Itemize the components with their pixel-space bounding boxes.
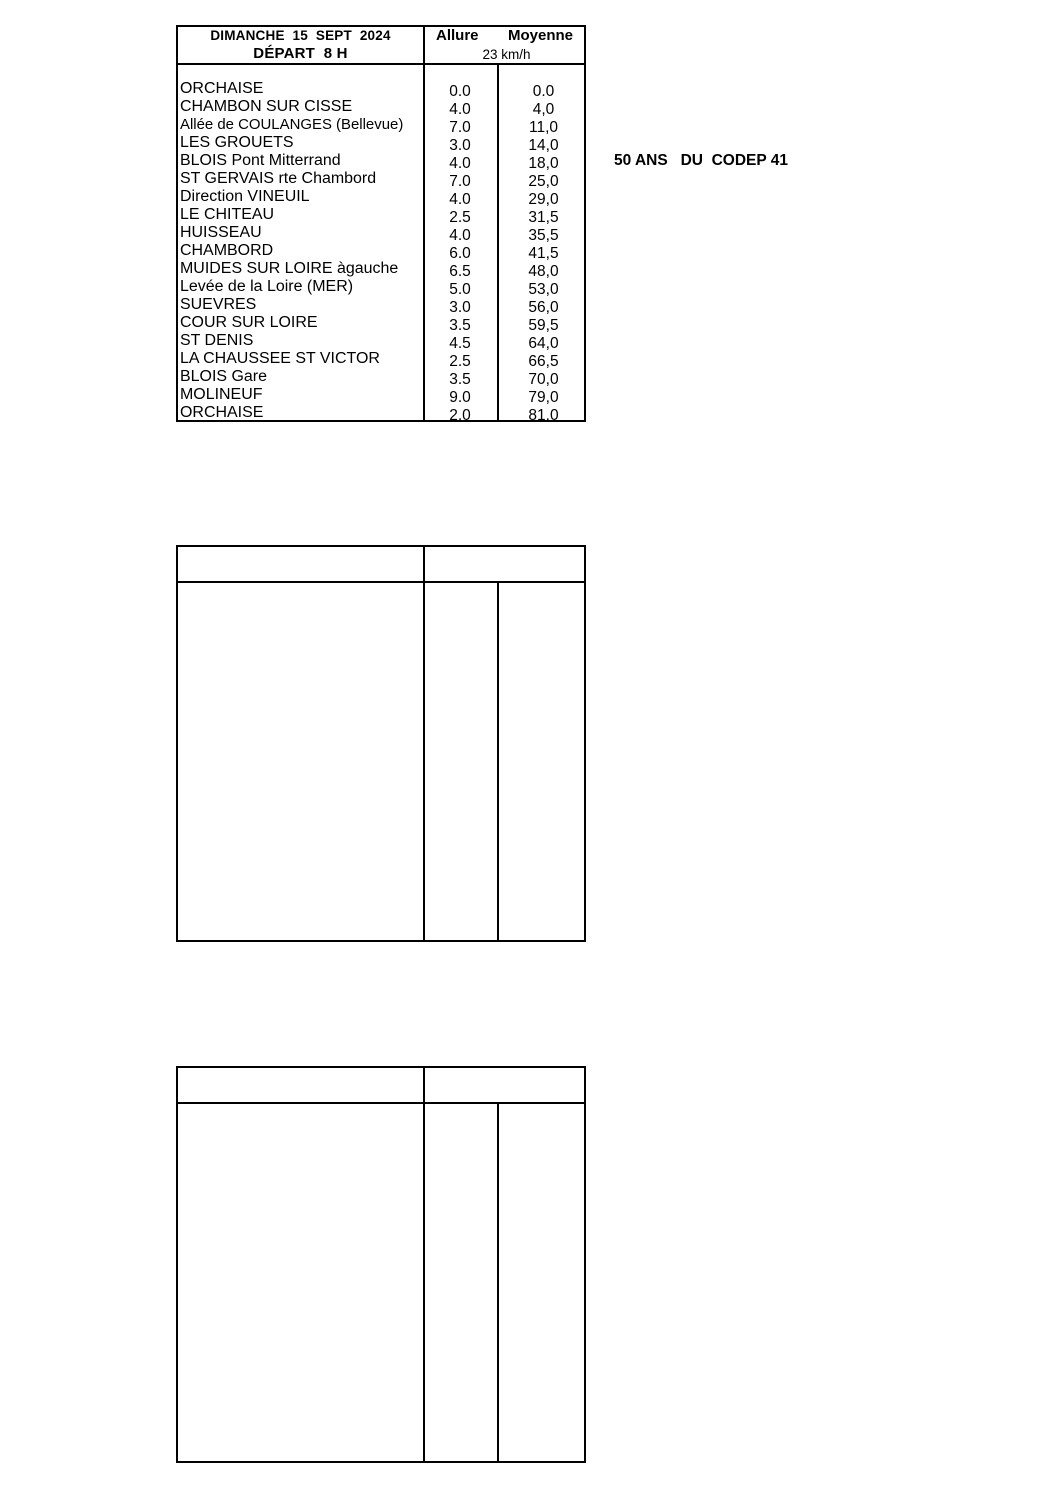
place-name: CHAMBON SUR CISSE — [180, 98, 353, 115]
table-row — [178, 314, 588, 332]
table-row — [178, 278, 588, 296]
place-name: ST GERVAIS rte Chambord — [180, 170, 377, 187]
moyenne-value: 31,5 — [528, 209, 559, 226]
moyenne-value: 29,0 — [528, 191, 559, 208]
anniversary-note: 50 ANS DU CODEP 41 — [614, 152, 789, 169]
place-name: ORCHAISE — [180, 404, 264, 421]
allure-value: 4.0 — [449, 155, 471, 172]
table-row — [178, 260, 588, 278]
itinerary-rows — [178, 80, 588, 422]
moyenne-value: 64,0 — [528, 335, 559, 352]
place-name: COUR SUR LOIRE — [180, 314, 318, 331]
allure-value: 4.5 — [449, 335, 471, 352]
place-name: SUEVRES — [180, 296, 257, 313]
header-divider — [178, 1102, 584, 1104]
place-name: MOLINEUF — [180, 386, 263, 403]
allure-value: 2.5 — [449, 209, 471, 226]
moyenne-value: 4,0 — [532, 101, 555, 118]
moyenne-value: 18,0 — [528, 155, 559, 172]
column-divider — [497, 1104, 499, 1461]
table-row — [178, 152, 588, 170]
allure-value: 2.0 — [449, 407, 471, 424]
place-name: ST DENIS — [180, 332, 254, 349]
moyenne-value: 25,0 — [528, 173, 559, 190]
moyenne-value: 79,0 — [528, 389, 559, 406]
allure-value: 3.0 — [449, 299, 471, 316]
table-row — [178, 404, 588, 422]
allure-value: 0.0 — [449, 83, 471, 100]
moyenne-value: 35,5 — [528, 227, 559, 244]
moyenne-value: 0.0 — [532, 83, 555, 100]
itinerary-table — [176, 25, 586, 422]
place-name: LES GROUETS — [180, 134, 294, 151]
allure-value: 7.0 — [449, 119, 471, 136]
depart-line: DÉPART 8 H — [253, 45, 348, 62]
allure-value: 3.5 — [449, 317, 471, 334]
table-row — [178, 386, 588, 404]
empty-table — [176, 1066, 586, 1463]
speed-label: 23 km/h — [482, 47, 531, 62]
column-divider — [497, 583, 499, 940]
allure-value: 2.5 — [449, 353, 471, 370]
table-row — [178, 80, 588, 98]
header-divider — [178, 63, 584, 65]
table-row — [178, 188, 588, 206]
allure-value: 4.0 — [449, 191, 471, 208]
table-row — [178, 368, 588, 386]
table-row — [178, 116, 588, 134]
allure-value: 6.5 — [449, 263, 471, 280]
table-row — [178, 206, 588, 224]
place-name: MUIDES SUR LOIRE àgauche — [180, 260, 399, 277]
allure-value: 9.0 — [449, 389, 471, 406]
place-name: HUISSEAU — [180, 224, 262, 241]
table-row — [178, 242, 588, 260]
allure-value: 4.0 — [449, 227, 471, 244]
moyenne-value: 11,0 — [528, 119, 559, 136]
allure-header: Allure — [436, 27, 479, 44]
moyenne-value: 66,5 — [528, 353, 559, 370]
moyenne-value: 59,5 — [528, 317, 559, 334]
allure-value: 4.0 — [449, 101, 471, 118]
allure-value: 7.0 — [449, 173, 471, 190]
place-name: CHAMBORD — [180, 242, 274, 259]
moyenne-value: 14,0 — [528, 137, 559, 154]
empty-table — [176, 545, 586, 942]
place-name: LA CHAUSSEE ST VICTOR — [180, 350, 380, 367]
place-name: Levée de la Loire (MER) — [180, 278, 354, 295]
table-row — [178, 170, 588, 188]
place-name: Direction VINEUIL — [180, 188, 310, 205]
moyenne-header: Moyenne — [508, 27, 574, 44]
column-divider — [423, 1068, 425, 1461]
allure-value: 5.0 — [449, 281, 471, 298]
place-name: BLOIS Gare — [180, 368, 267, 385]
allure-value: 3.5 — [449, 371, 471, 388]
place-name: LE CHITEAU — [180, 206, 275, 223]
table-row — [178, 224, 588, 242]
table-row — [178, 134, 588, 152]
moyenne-value: 48,0 — [528, 263, 559, 280]
moyenne-value: 81,0 — [528, 407, 559, 424]
allure-value: 3.0 — [449, 137, 471, 154]
place-name: BLOIS Pont Mitterrand — [180, 152, 341, 169]
date-line: DIMANCHE 15 SEPT 2024 — [210, 28, 391, 43]
moyenne-value: 41,5 — [528, 245, 559, 262]
moyenne-value: 53,0 — [528, 281, 559, 298]
table-row — [178, 350, 588, 368]
header-divider — [178, 581, 584, 583]
moyenne-value: 56,0 — [528, 299, 559, 316]
place-name: Allée de COULANGES (Bellevue) — [180, 117, 404, 133]
allure-value: 6.0 — [449, 245, 471, 262]
table-row — [178, 98, 588, 116]
place-name: ORCHAISE — [180, 80, 264, 97]
table-row — [178, 296, 588, 314]
table-row — [178, 332, 588, 350]
moyenne-value: 70,0 — [528, 371, 559, 388]
column-divider — [423, 547, 425, 940]
